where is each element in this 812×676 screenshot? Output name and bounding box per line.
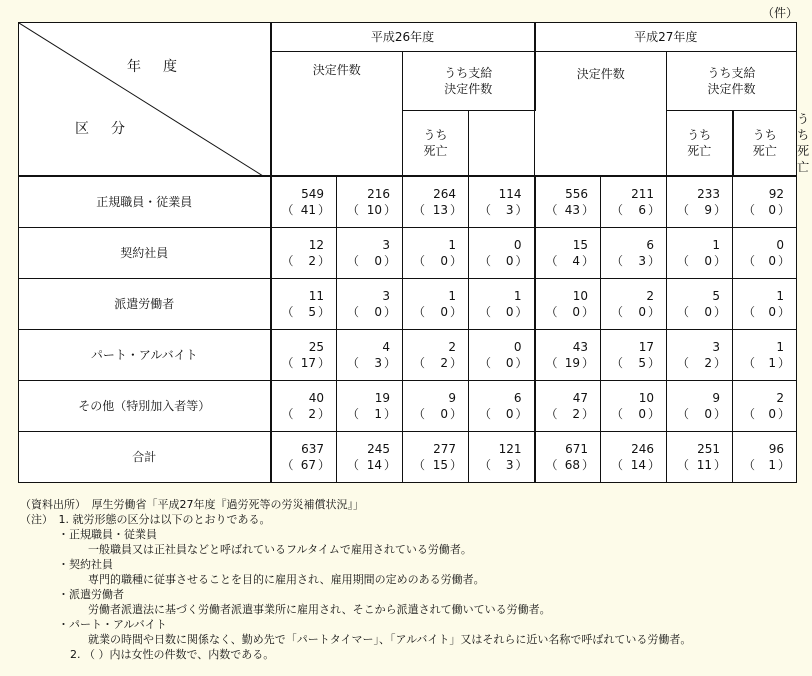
count-female: 14 bbox=[366, 457, 382, 472]
diagonal-line bbox=[19, 23, 271, 176]
value-cell bbox=[601, 380, 667, 431]
value-cell bbox=[337, 278, 403, 329]
count-female: 5 bbox=[638, 355, 647, 370]
count-female: 10 bbox=[366, 202, 382, 217]
count-female: 2 bbox=[308, 253, 316, 268]
paren-open: （ bbox=[347, 406, 360, 421]
paren-close: ） bbox=[714, 202, 727, 217]
count-total: 1 bbox=[448, 288, 456, 303]
paid-decided-header-h27: うち支給 決定件数 bbox=[667, 52, 797, 111]
paren-open: （ bbox=[743, 253, 756, 268]
count-female: 9 bbox=[704, 202, 713, 217]
value-cell bbox=[667, 431, 733, 482]
count-female: 0 bbox=[704, 406, 713, 421]
paren-open: （ bbox=[677, 304, 690, 319]
paren-open: （ bbox=[611, 355, 624, 370]
year-header-label: 年度 bbox=[127, 59, 199, 75]
count-total: 637 bbox=[301, 441, 324, 456]
count-female: 2 bbox=[308, 406, 316, 421]
paren-open: （ bbox=[479, 253, 492, 268]
table-row bbox=[19, 329, 797, 380]
count-total: 0 bbox=[776, 237, 785, 252]
paid-decided-header-h26: うち支給 決定件数 bbox=[403, 52, 535, 111]
count-total: 5 bbox=[712, 288, 721, 303]
value-cell bbox=[733, 380, 797, 431]
paren-open: （ bbox=[545, 457, 558, 472]
row-label: 派遣労働者 bbox=[19, 278, 271, 329]
paren-close: ） bbox=[778, 304, 791, 319]
table-row bbox=[19, 278, 797, 329]
paren-close: ） bbox=[449, 355, 462, 370]
count-female: 4 bbox=[572, 253, 581, 268]
value-cell bbox=[271, 227, 337, 278]
value-cell bbox=[733, 329, 797, 380]
value-cell bbox=[469, 431, 535, 482]
count-total: 25 bbox=[308, 339, 324, 354]
notes-block bbox=[20, 497, 691, 662]
paren-close: ） bbox=[582, 202, 595, 217]
paren-close: ） bbox=[515, 202, 528, 217]
paren-open: （ bbox=[743, 304, 756, 319]
paren-open: （ bbox=[545, 406, 558, 421]
count-female: 3 bbox=[505, 202, 514, 217]
paren-close: ） bbox=[317, 304, 330, 319]
paren-open: （ bbox=[545, 202, 558, 217]
category-header-label: 区分 bbox=[75, 121, 147, 137]
count-total: 251 bbox=[697, 441, 721, 456]
count-female: 41 bbox=[300, 202, 316, 217]
decided-header-h27: 決定件数 bbox=[535, 52, 667, 176]
value-cell bbox=[667, 278, 733, 329]
paren-close: ） bbox=[648, 202, 661, 217]
row-label: その他（特別加入者等） bbox=[19, 380, 271, 431]
paren-close: ） bbox=[582, 457, 595, 472]
paren-close: ） bbox=[582, 406, 595, 421]
value-cell bbox=[337, 431, 403, 482]
count-female: 0 bbox=[505, 304, 514, 319]
count-total: 114 bbox=[498, 186, 522, 201]
blank-header-h26-b bbox=[469, 111, 535, 176]
value-cell bbox=[469, 380, 535, 431]
paren-open: （ bbox=[413, 457, 426, 472]
total-row bbox=[19, 431, 797, 482]
paren-close: ） bbox=[778, 202, 791, 217]
paren-close: ） bbox=[317, 202, 330, 217]
count-total: 0 bbox=[513, 339, 522, 354]
value-cell bbox=[733, 278, 797, 329]
value-cell bbox=[403, 329, 469, 380]
value-cell bbox=[601, 329, 667, 380]
paren-close: ） bbox=[648, 304, 661, 319]
count-total: 1 bbox=[448, 237, 456, 252]
value-cell bbox=[535, 431, 601, 482]
value-cell bbox=[403, 431, 469, 482]
count-female: 0 bbox=[638, 304, 647, 319]
value-cell bbox=[535, 380, 601, 431]
count-total: 9 bbox=[448, 390, 456, 405]
value-cell bbox=[271, 329, 337, 380]
count-female: 0 bbox=[440, 253, 448, 268]
paren-open: （ bbox=[281, 304, 294, 319]
count-total: 2 bbox=[448, 339, 456, 354]
paren-close: ） bbox=[648, 253, 661, 268]
count-total: 1 bbox=[513, 288, 522, 303]
count-female: 0 bbox=[572, 304, 581, 319]
paren-close: ） bbox=[648, 355, 661, 370]
table-row bbox=[19, 227, 797, 278]
paren-close: ） bbox=[383, 253, 396, 268]
count-total: 43 bbox=[572, 339, 589, 354]
total-label: 合計 bbox=[19, 431, 271, 482]
paren-open: （ bbox=[347, 253, 360, 268]
paren-open: （ bbox=[281, 253, 294, 268]
count-female: 0 bbox=[704, 304, 713, 319]
count-total: 92 bbox=[768, 186, 785, 201]
diagonal-header-cell bbox=[19, 23, 271, 176]
count-total: 211 bbox=[631, 186, 655, 201]
paren-close: ） bbox=[383, 457, 396, 472]
value-cell bbox=[403, 380, 469, 431]
paren-open: （ bbox=[677, 457, 690, 472]
paren-close: ） bbox=[515, 457, 528, 472]
count-total: 264 bbox=[433, 186, 456, 201]
count-female: 17 bbox=[300, 355, 316, 370]
paren-close: ） bbox=[714, 304, 727, 319]
count-female: 3 bbox=[374, 355, 382, 370]
count-total: 6 bbox=[513, 390, 522, 405]
count-female: 0 bbox=[768, 253, 777, 268]
paren-close: ） bbox=[648, 406, 661, 421]
paren-close: ） bbox=[515, 253, 528, 268]
paren-open: （ bbox=[413, 304, 426, 319]
value-cell bbox=[337, 329, 403, 380]
paren-open: （ bbox=[677, 355, 690, 370]
paren-open: （ bbox=[347, 457, 360, 472]
note-item-desc: 一般職員又は正社員などと呼ばれているフルタイムで雇用されている労働者。 bbox=[88, 543, 472, 556]
count-female: 19 bbox=[564, 355, 581, 370]
count-female: 0 bbox=[505, 253, 514, 268]
paren-close: ） bbox=[449, 253, 462, 268]
count-total: 556 bbox=[565, 186, 589, 201]
value-cell bbox=[337, 380, 403, 431]
unit-label: （件） bbox=[761, 6, 798, 20]
decided-header-h26: 決定件数 bbox=[271, 52, 403, 176]
paren-open: （ bbox=[347, 202, 360, 217]
value-cell bbox=[403, 227, 469, 278]
count-total: 549 bbox=[301, 186, 324, 201]
paren-close: ） bbox=[449, 406, 462, 421]
value-cell bbox=[271, 278, 337, 329]
value-cell bbox=[337, 227, 403, 278]
count-total: 2 bbox=[776, 390, 785, 405]
count-total: 671 bbox=[565, 441, 589, 456]
count-female: 0 bbox=[768, 406, 777, 421]
paren-close: ） bbox=[515, 406, 528, 421]
count-total: 4 bbox=[382, 339, 390, 354]
source-note: （資料出所） 厚生労働省「平成27年度『過労死等の労災補償状況』」 bbox=[20, 498, 364, 511]
count-total: 121 bbox=[498, 441, 522, 456]
table-row bbox=[19, 176, 797, 228]
paren-close: ） bbox=[778, 406, 791, 421]
paren-open: （ bbox=[611, 304, 624, 319]
paren-open: （ bbox=[281, 355, 294, 370]
paren-open: （ bbox=[545, 355, 558, 370]
value-cell bbox=[271, 431, 337, 482]
count-total: 2 bbox=[646, 288, 655, 303]
count-total: 40 bbox=[308, 390, 324, 405]
count-total: 277 bbox=[433, 441, 456, 456]
count-female: 0 bbox=[704, 253, 713, 268]
count-total: 11 bbox=[308, 288, 324, 303]
count-female: 3 bbox=[638, 253, 647, 268]
count-total: 1 bbox=[776, 339, 785, 354]
value-cell bbox=[733, 176, 797, 228]
count-female: 13 bbox=[432, 202, 448, 217]
paren-open: （ bbox=[743, 457, 756, 472]
note-2: 2. （ ）内は女性の件数で、内数である。 bbox=[70, 648, 275, 661]
paren-close: ） bbox=[778, 253, 791, 268]
paren-open: （ bbox=[611, 202, 624, 217]
paren-open: （ bbox=[743, 355, 756, 370]
value-cell bbox=[469, 227, 535, 278]
count-total: 10 bbox=[638, 390, 655, 405]
note-item-title: ・契約社員 bbox=[58, 558, 113, 571]
count-total: 1 bbox=[712, 237, 721, 252]
paren-close: ） bbox=[714, 406, 727, 421]
count-total: 9 bbox=[712, 390, 721, 405]
count-female: 1 bbox=[768, 457, 777, 472]
value-cell bbox=[271, 380, 337, 431]
paren-close: ） bbox=[449, 304, 462, 319]
row-label: 正規職員・従業員 bbox=[19, 176, 271, 228]
paren-open: （ bbox=[413, 253, 426, 268]
count-female: 6 bbox=[638, 202, 647, 217]
paren-open: （ bbox=[479, 202, 492, 217]
paren-open: （ bbox=[611, 406, 624, 421]
value-cell bbox=[601, 227, 667, 278]
paren-close: ） bbox=[515, 304, 528, 319]
count-female: 1 bbox=[768, 355, 777, 370]
count-female: 0 bbox=[505, 355, 514, 370]
count-female: 11 bbox=[696, 457, 713, 472]
year-header-h27: 平成27年度 bbox=[535, 23, 797, 52]
paren-open: （ bbox=[347, 304, 360, 319]
value-cell bbox=[337, 176, 403, 228]
count-female: 0 bbox=[638, 406, 647, 421]
paren-open: （ bbox=[281, 202, 294, 217]
paren-open: （ bbox=[479, 457, 492, 472]
paren-open: （ bbox=[413, 355, 426, 370]
value-cell bbox=[469, 329, 535, 380]
count-total: 1 bbox=[776, 288, 785, 303]
paren-open: （ bbox=[677, 202, 690, 217]
value-cell bbox=[667, 176, 733, 228]
paren-close: ） bbox=[317, 253, 330, 268]
paren-open: （ bbox=[677, 406, 690, 421]
death-header-h27-a: うち 死亡 bbox=[733, 111, 797, 176]
paren-open: （ bbox=[281, 406, 294, 421]
paren-close: ） bbox=[648, 457, 661, 472]
count-total: 3 bbox=[712, 339, 721, 354]
paren-close: ） bbox=[383, 202, 396, 217]
note-item-desc: 労働者派遣法に基づく労働者派遣事業所に雇用され、そこから派遣されて働いている労働者。 bbox=[88, 603, 551, 616]
paren-open: （ bbox=[611, 253, 624, 268]
paren-close: ） bbox=[714, 253, 727, 268]
count-total: 19 bbox=[374, 390, 390, 405]
note-item-desc: 専門的職種に従事させることを目的に雇用され、雇用期間の定めのある労働者。 bbox=[88, 573, 485, 586]
paren-open: （ bbox=[611, 457, 624, 472]
count-total: 216 bbox=[367, 186, 390, 201]
paren-close: ） bbox=[778, 457, 791, 472]
value-cell bbox=[403, 176, 469, 228]
count-female: 1 bbox=[374, 406, 382, 421]
count-total: 15 bbox=[572, 237, 589, 252]
count-female: 0 bbox=[768, 304, 777, 319]
count-female: 14 bbox=[630, 457, 647, 472]
table-row bbox=[19, 380, 797, 431]
paren-close: ） bbox=[582, 355, 595, 370]
note-item-title: ・派遣労働者 bbox=[58, 588, 124, 601]
count-female: 43 bbox=[564, 202, 581, 217]
paren-close: ） bbox=[383, 355, 396, 370]
count-total: 12 bbox=[308, 237, 324, 252]
paren-close: ） bbox=[582, 304, 595, 319]
count-female: 2 bbox=[704, 355, 713, 370]
paren-close: ） bbox=[383, 406, 396, 421]
value-cell bbox=[601, 278, 667, 329]
paren-close: ） bbox=[317, 355, 330, 370]
paren-open: （ bbox=[677, 253, 690, 268]
paren-open: （ bbox=[479, 304, 492, 319]
value-cell bbox=[667, 227, 733, 278]
year-header-h26: 平成26年度 bbox=[271, 23, 535, 52]
count-female: 2 bbox=[572, 406, 581, 421]
count-female: 15 bbox=[432, 457, 448, 472]
paren-close: ） bbox=[582, 253, 595, 268]
paren-close: ） bbox=[383, 304, 396, 319]
count-female: 2 bbox=[440, 355, 448, 370]
count-total: 96 bbox=[768, 441, 785, 456]
count-female: 68 bbox=[564, 457, 581, 472]
row-label: パート・アルバイト bbox=[19, 329, 271, 380]
paren-close: ） bbox=[317, 457, 330, 472]
note-item-title: ・正規職員・従業員 bbox=[58, 528, 157, 541]
count-total: 47 bbox=[572, 390, 589, 405]
death-header-h26-a: うち 死亡 bbox=[403, 111, 469, 176]
paren-open: （ bbox=[545, 253, 558, 268]
paren-open: （ bbox=[413, 406, 426, 421]
value-cell bbox=[535, 176, 601, 228]
row-label: 契約社員 bbox=[19, 227, 271, 278]
value-cell bbox=[469, 176, 535, 228]
paren-open: （ bbox=[545, 304, 558, 319]
count-total: 10 bbox=[572, 288, 589, 303]
value-cell bbox=[403, 278, 469, 329]
count-female: 5 bbox=[308, 304, 316, 319]
paren-close: ） bbox=[449, 457, 462, 472]
count-female: 0 bbox=[768, 202, 777, 217]
note-item-desc: 就業の時間や日数に関係なく、勤め先で「パートタイマー」、「アルバイト」又はそれらに近い名称で呼ばれている労働者。 bbox=[88, 633, 692, 646]
value-cell bbox=[733, 227, 797, 278]
death-header-h26-c: うち 死亡 bbox=[667, 111, 733, 176]
value-cell bbox=[271, 176, 337, 228]
count-female: 3 bbox=[505, 457, 514, 472]
value-cell bbox=[667, 329, 733, 380]
count-female: 0 bbox=[440, 406, 448, 421]
paren-close: ） bbox=[778, 355, 791, 370]
paren-open: （ bbox=[281, 457, 294, 472]
value-cell bbox=[469, 278, 535, 329]
value-cell bbox=[535, 278, 601, 329]
value-cell bbox=[733, 431, 797, 482]
paren-open: （ bbox=[743, 202, 756, 217]
paren-close: ） bbox=[714, 355, 727, 370]
paren-open: （ bbox=[413, 202, 426, 217]
note-1: （注） 1. 就労形態の区分は以下のとおりである。 bbox=[20, 513, 271, 526]
value-cell bbox=[601, 176, 667, 228]
paren-close: ） bbox=[449, 202, 462, 217]
count-female: 0 bbox=[374, 253, 382, 268]
paren-open: （ bbox=[479, 355, 492, 370]
count-total: 6 bbox=[646, 237, 655, 252]
count-total: 245 bbox=[367, 441, 390, 456]
paren-open: （ bbox=[347, 355, 360, 370]
count-total: 0 bbox=[513, 237, 522, 252]
paren-open: （ bbox=[479, 406, 492, 421]
note-item-title: ・パート・アルバイト bbox=[58, 618, 167, 631]
value-cell bbox=[667, 380, 733, 431]
value-cell bbox=[535, 329, 601, 380]
paren-close: ） bbox=[317, 406, 330, 421]
count-total: 233 bbox=[697, 186, 721, 201]
count-female: 0 bbox=[505, 406, 514, 421]
count-total: 3 bbox=[382, 288, 390, 303]
paren-close: ） bbox=[515, 355, 528, 370]
paren-close: ） bbox=[714, 457, 727, 472]
paren-open: （ bbox=[743, 406, 756, 421]
count-total: 17 bbox=[638, 339, 655, 354]
count-total: 3 bbox=[382, 237, 390, 252]
value-cell bbox=[601, 431, 667, 482]
compensation-table: 年度 区分 平成26年度 平成27年度 決定件数 うち支給 決定件数 決定件数 うち支給 決定件数 うち 死亡 うち 死亡 うち 死亡 うち 死亡 正規職員・従業員 549 （ 41 ） 216 （ 10 ） 264 （ 13 ） 114 （ 3 ） 556 （ 43 ） 211 （ 6 ） 233 （ 9 ） 92 （ 0 ） 契約社員 12 （ 2 ） 3 （ 0 ） 1 （ 0 ） 0 （ 0 ） 15 （ 4 ） 6 （ 3 ） 1 （ 0 ） 0 （ 0 ） 派遣労働者 11 （ 5 ） 3 （ 0 ） 1 （ 0 ） 1 （ 0 ） 10 （ 0 ） 2 （ 0 ） 5 （ 0 ） 1 （ 0 ） パート・アルバイト 25 （ 17 ） 4 （ 3 ） 2 （ 2 ） 0 （ 0 ） 43 （ 19 ） 17 （ 5 ） 3 （ 2 ） 1 （ 1 ） その他（特別加入者等） 40 （ 2 ） 19 （ 1 ） 9 （ 0 ） 6 （ 0 ） 47 （ 2 ） 10 （ 0 ） 9 （ 0 ） 2 （ 0 ） 合計 637 （ 67 ） 245 （ 14 ） 277 （ 15 ） 121 （ 3 ） 671 （ 68 ） 246 （ 14 ） 251 （ 11 ） 96 （ 1 ） bbox=[18, 22, 797, 483]
value-cell bbox=[535, 227, 601, 278]
count-female: 0 bbox=[440, 304, 448, 319]
count-total: 246 bbox=[631, 441, 655, 456]
count-female: 67 bbox=[300, 457, 316, 472]
count-female: 0 bbox=[374, 304, 382, 319]
